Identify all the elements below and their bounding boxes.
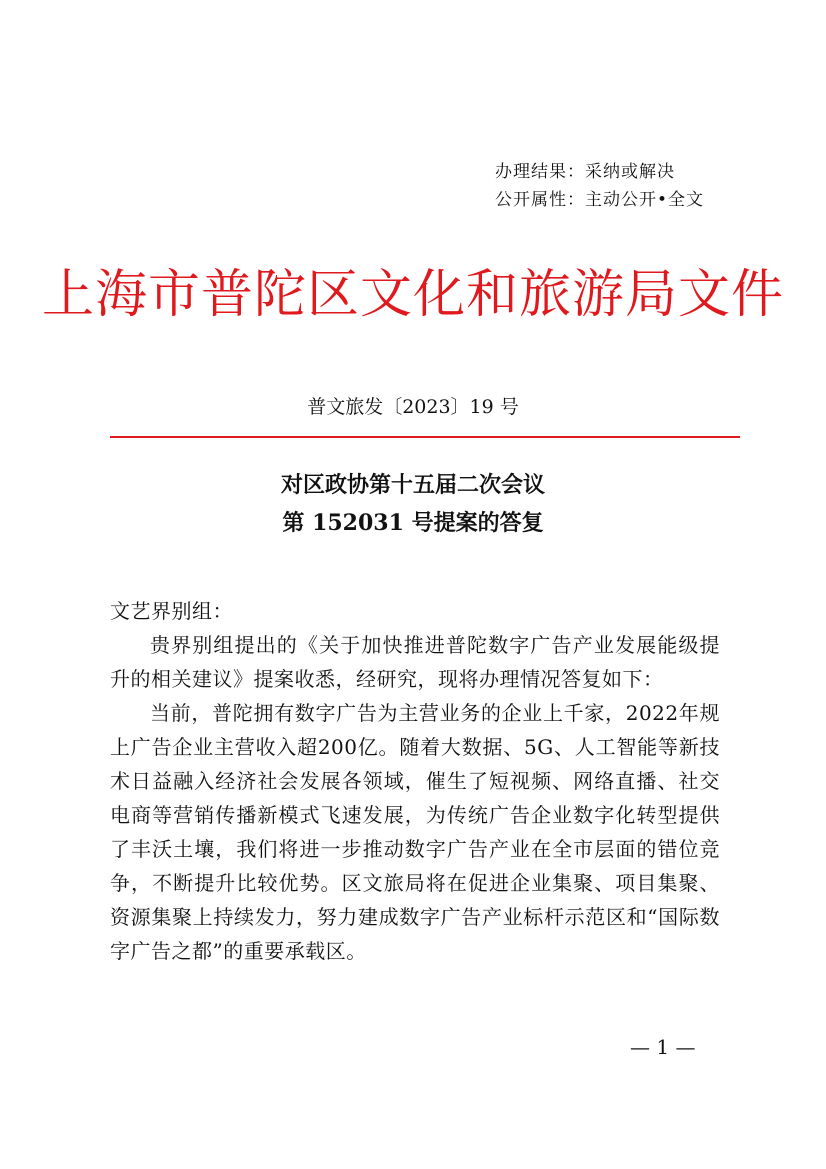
red-divider [110,436,740,438]
title-line-1: 对区政协第十五届二次会议 [280,472,545,498]
page-number: — 1 — [630,1035,696,1059]
handling-result: 办理结果：采纳或解决 [495,162,675,182]
body-paragraph: 当前，普陀拥有数字广告为主营业务的企业上千家，2022年规上广告企业主营收入超200亿。随着大数据、5G、人工智能等新技术日益融入经济社会发展各领域，催生了短视频、网络直播、社交电商等营销传播新模式飞速发展，为传统广告企业数字化转型提供了丰沃土壤，我们将进一步推动数字广告产业在全市层面的错位竞争，不断提升比较优势。区文旅局将在促进企业集聚、项目集聚、资源集聚上持续发力，努力建成数字广告产业标杆示范区和“国际数字广告之都”的重要承载区。 [110,701,720,963]
document-title [0,466,826,542]
title-line-2: 第 152031 号提案的答复 [282,510,544,536]
body-paragraph: 贵界别组提出的《关于加快推进普陀数字广告产业发展能级提升的相关建议》提案收悉，经研究，现将办理情况答复如下： [110,633,720,691]
document-meta [495,158,704,214]
document-number: 普文旅发〔2023〕19 号 [307,396,519,418]
salutation: 文艺界别组： [110,599,233,623]
masthead-title: 上海市普陀区文化和旅游局文件 [41,265,784,325]
document-body [110,594,720,968]
disclosure-attribute: 公开属性：主动公开•全文 [495,190,705,210]
